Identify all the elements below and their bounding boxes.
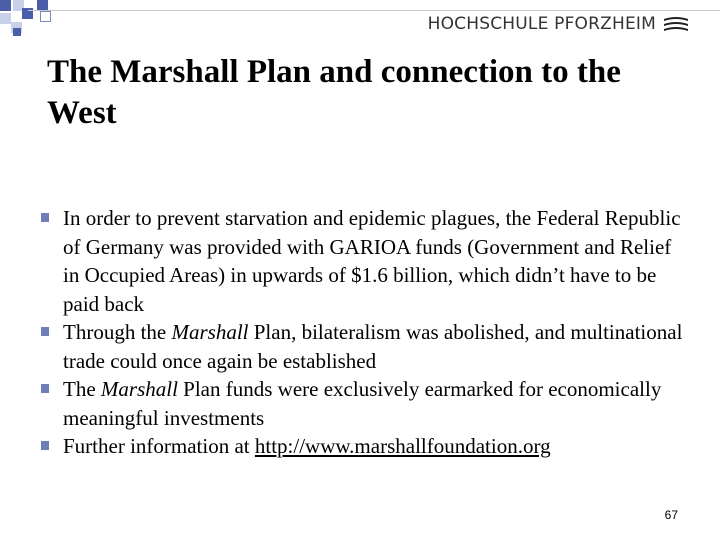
corner-decoration: [0, 0, 60, 40]
bullet-emphasis: Marshall: [100, 377, 178, 401]
marshall-foundation-link[interactable]: http://www.marshallfoundation.org: [254, 434, 551, 458]
list-item: [41, 375, 691, 432]
pforzheim-wave-logo-icon: [662, 15, 690, 33]
square-bullet-icon: [41, 441, 49, 450]
bullet-text-start: Further information at: [63, 434, 255, 458]
bullet-text-start: The: [63, 377, 101, 401]
bullet-text-end: Plan, bilateralism was abolished, and multinational trade could once again be established: [63, 320, 683, 373]
list-item: [41, 204, 691, 318]
bullet-text-start: Through the: [63, 320, 172, 344]
slide-title-line-1: The Marshall Plan and connection to the: [47, 54, 621, 90]
bullet-text-end: Plan funds were exclusively earmarked for economically meaningful investments: [63, 377, 662, 430]
page-number: 67: [664, 508, 678, 522]
university-logo: [428, 14, 690, 34]
header-rule: [28, 10, 720, 11]
square-bullet-icon: [41, 384, 49, 393]
list-item: [41, 318, 691, 375]
bullet-list: [41, 204, 691, 461]
slide-title: [47, 52, 707, 134]
square-bullet-icon: [41, 213, 49, 222]
logo-text: HOCHSCHULE PFORZHEIM: [427, 14, 656, 34]
list-item: [41, 432, 691, 461]
bullet-text: In order to prevent starvation and epidemic plagues, the Federal Republic of Germany was provided with GARIOA funds (Government and Relief in Occupied Areas) in upwards of $1.6 billion, which didn’t have to be paid back: [63, 206, 681, 316]
square-bullet-icon: [41, 327, 49, 336]
slide-title-line-2: West: [47, 95, 117, 131]
bullet-emphasis: Marshall: [171, 320, 249, 344]
